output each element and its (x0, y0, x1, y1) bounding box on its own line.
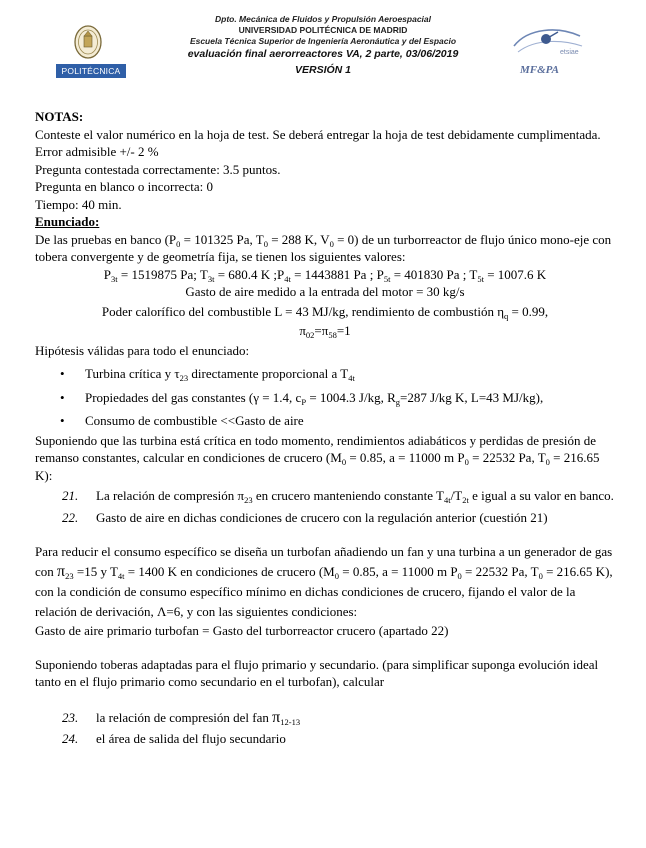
hipotesis-title: Hipótesis válidas para todo el enunciado: (35, 342, 250, 358)
list-item: • Consumo de combustible <<Gasto de aire (60, 413, 304, 428)
question-24: 24. el área de salida del flujo secundario (62, 731, 286, 746)
exam-title: evaluación final aerorreactores VA, 2 parte, 03/06/2019 (187, 48, 459, 60)
list-item: • Turbina crítica y $\tau_{23}$ directamente proporcional a $T_{4t}$ (60, 366, 355, 383)
bullet-icon: • (60, 389, 65, 405)
school-line: Escuela Técnica Superior de Ingeniería Aeronáutica y del Espacio (189, 36, 457, 46)
mfpa-logo (510, 22, 588, 80)
gasto-line: Gasto de aire medido a la entrada del motor = 30 kg/s (185, 284, 465, 299)
enunciado-heading: Enunciado: (35, 214, 100, 229)
question-number: 22. (62, 509, 79, 525)
notas-line-4: Tiempo: 40 min. (35, 196, 122, 212)
exam-version: VERSIÓN 1 (294, 64, 352, 76)
exam-content (35, 107, 615, 748)
list-item: • Propiedades del gas constantes (γ = 1.4, $c_P = 1004.3$ J/kg, $R_g=287$ J/kg K, L=43 MJ/kg), (60, 389, 544, 407)
notas-heading: NOTAS: (35, 109, 84, 124)
mfpa-emblem-icon (510, 22, 588, 62)
poder-calorifico-line: Poder calorífico del combustible L = 43 MJ/kg, rendimiento de combustión $\eta_q = 0.99$, (101, 303, 549, 321)
question-21: 21. La relación de compresión $\pi_{23}$ en crucero manteniendo constante $T_{4t}/T_{2t}$ e igual a su valor en banco. (62, 488, 614, 505)
university-line: UNIVERSIDAD POLITÉCNICA DE MADRID (238, 25, 408, 35)
question-number: 24. (62, 731, 79, 746)
bullet-icon: • (60, 413, 65, 428)
notas-line-3: Pregunta en blanco o incorrecta: 0 (35, 179, 213, 194)
gasto-primario-line: Gasto de aire primario turbofan = Gasto del turborreactor crucero (apartado 22) (35, 623, 449, 638)
test-values: $P_{3t} = 1519875$ Pa; $T_{3t} = 680.4$ K $;P_{4t} = 1443881$ Pa ; $P_{5t} = 401830$ Pa ; $T_{5t} = 1007.6$ K (103, 266, 547, 284)
suponiendo-paragraph: Suponiendo que las turbina está crítica en todo momento, rendimientos adiabáticos y perdidas de presión de remanso constantes, calcular en condiciones de crucero ($M_0 = 0.85$, a = 11000 m $P_0 = 22532$ Pa, $T_0 = 216.65$ K): (35, 432, 600, 483)
bullet-icon: • (60, 366, 65, 381)
question-number: 23. (62, 709, 79, 725)
svg-text:etsiae: etsiae (560, 49, 579, 56)
question-number: 21. (62, 488, 79, 503)
toberas-paragraph: Suponiendo toberas adaptadas para el flujo primario y secundario. (para simplificar suponga evolución ideal tanto en el flujo primario como secundario en el turbofan), calcular (35, 656, 599, 689)
turbofan-paragraph: Para reducir el consumo específico se diseña un turbofan añadiendo un fan y una turbina a un generador de gas con $\pi_{23} =15$ y $T_{4t} = 1400$ K en condiciones de crucero ($M_0 = 0.85$, a = 11000 m $P_0 = 22532$ Pa, $T_0 = 216.65$ K), con la condición de consumo específico mínimo en dichas condiciones de crucero, fijando el valor de la relación de derivación, Λ=6, y con las siguientes condiciones: (35, 544, 613, 619)
enunciado-intro: De las pruebas en banco ($P_0 = 101325$ Pa, $T_0 = 288$ K, $V_0 = 0$) de un turborreactor de flujo único mono-eje con tobera convergente y de geometría fija, se tienen los siguientes valores: (35, 231, 612, 264)
notas-line-2: Pregunta contestada correctamente: 3.5 puntos. (35, 161, 281, 177)
mfpa-logo-text: MF&PA (520, 64, 559, 76)
department-line: Dpto. Mecánica de Fluidos y Propulsión Aeroespacial (214, 14, 431, 24)
question-22: 22. Gasto de aire en dichas condiciones de crucero con la regulación anterior (cuestión 21) (62, 509, 548, 525)
question-23: 23. la relación de compresión del fan $\pi_{12-13}$ (62, 708, 301, 727)
pi-line: $\pi_{02}=\pi_{58}=1$ (299, 323, 351, 340)
notas-line-1: Conteste el valor numérico en la hoja de test. Se deberá entregar la hoja de test debidamente cumplimentada. Error admisible +/- 2 % (35, 126, 601, 159)
upm-logo-text: POLITÉCNICA (56, 64, 126, 78)
